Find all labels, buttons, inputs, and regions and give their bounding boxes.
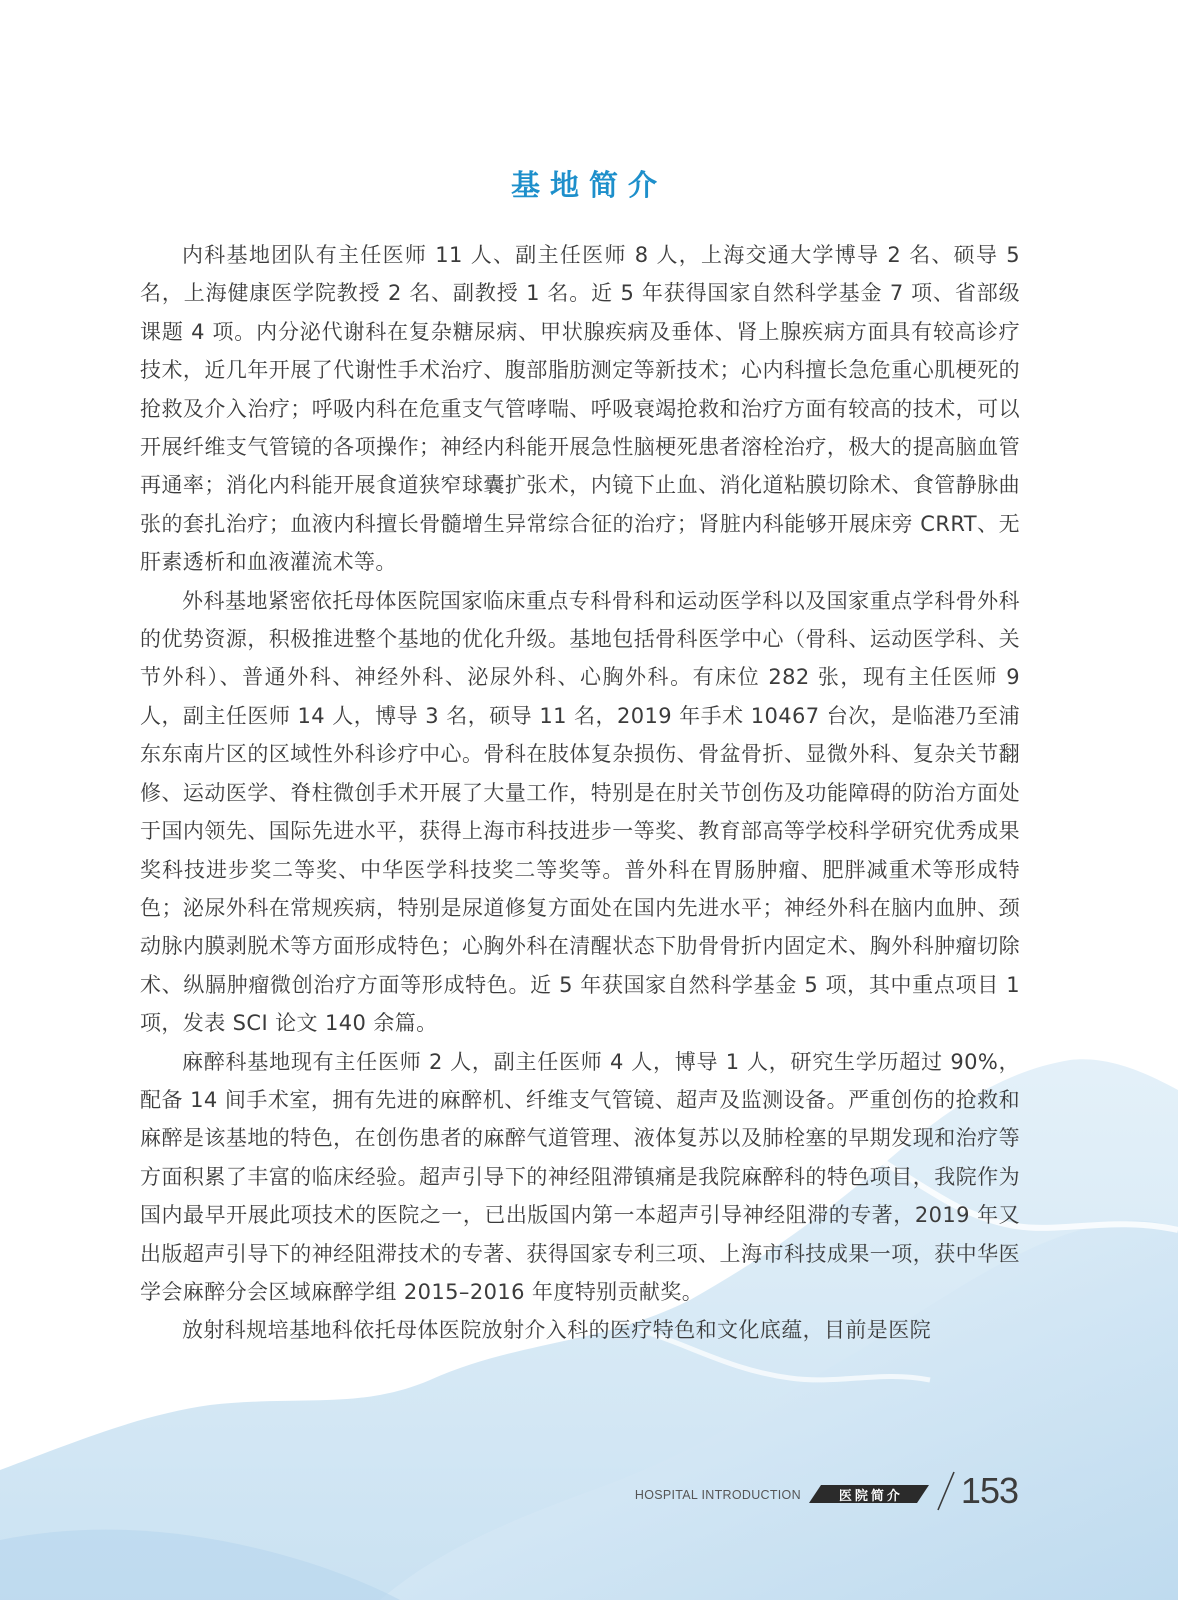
footer-section-en: HOSPITAL INTRODUCTION [634, 1488, 801, 1502]
paragraph-internal-medicine: 内科基地团队有主任医师 11 人、副主任医师 8 人，上海交通大学博导 2 名、硕导 5 名，上海健康医学院教授 2 名、副教授 1 名。近 5 年获得国家自然科学基金 7 项、省部级课题 4 项。内分泌代谢科在复杂糖尿病、甲状腺疾病及垂体、肾上腺疾病方面具有较高诊疗技术，近几年开展了代谢性手术治疗、腹部脂肪测定等新技术；心内科擅长急危重心肌梗死的抢救及介入治疗；呼吸内科在危重支气管哮喘、呼吸衰竭抢救和治疗方面有较高的技术，可以开展纤维支气管镜的各项操作；神经内科能开展急性脑梗死患者溶栓治疗，极大的提高脑血管再通率；消化内科能开展食道狭窄球囊扩张术，内镜下止血、消化道粘膜切除术、食管静脉曲张的套扎治疗；血液内科擅长骨髓增生异常综合征的治疗；肾脏内科能够开展床旁 CRRT、无肝素透析和血液灌流术等。 [140, 243, 1020, 575]
footer-section-tag [809, 1485, 929, 1503]
paragraph-radiology: 放射科规培基地科依托母体医院放射介入科的医疗特色和文化底蕴，目前是医院 [182, 1318, 931, 1343]
paragraph-surgery: 外科基地紧密依托母体医院国家临床重点专科骨科和运动医学科以及国家重点学科骨外科的优势资源，积极推进整个基地的优化升级。基地包括骨科医学中心（骨科、运动医学科、关节外科）、普通外科、神经外科、泌尿外科、心胸外科。有床位 282 张，现有主任医师 9 人，副主任医师 14 人，博导 3 名，硕导 11 名，2019 年手术 10467 台次，是临港乃至浦东东南片区的区域性外科诊疗中心。骨科在肢体复杂损伤、骨盆骨折、显微外科、复杂关节翻修、运动医学、脊柱微创手术开展了大量工作，特别是在肘关节创伤及功能障碍的防治方面处于国内领先、国际先进水平，获得上海市科技进步一等奖、教育部高等学校科学研究优秀成果奖科技进步奖二等奖、中华医学科技奖二等奖等。普外科在胃肠肿瘤、肥胖减重术等形成特色；泌尿外科在常规疾病，特别是尿道修复方面处在国内先进水平；神经外科在脑内血肿、颈动脉内膜剥脱术等方面形成特色；心胸外科在清醒状态下肋骨骨折内固定术、胸外科肿瘤切除术、纵膈肿瘤微创治疗方面等形成特色。近 5 年获国家自然科学基金 5 项，其中重点项目 1 项，发表 SCI 论文 140 余篇。 [140, 588, 1020, 1036]
slash-icon [935, 1471, 957, 1511]
body-text [140, 236, 1020, 1350]
paragraph-anesthesiology: 麻醉科基地现有主任医师 2 人，副主任医师 4 人，博导 1 人，研究生学历超过 90%，配备 14 间手术室，拥有先进的麻醉机、纤维支气管镜、超声及监测设备。严重创伤的抢救和麻醉是该基地的特色，在创伤患者的麻醉气道管理、液体复苏以及肺栓塞的早期发现和治疗等方面积累了丰富的临床经验。超声引导下的神经阻滞镇痛是我院麻醉科的特色项目，我院作为国内最早开展此项技术的医院之一，已出版国内第一本超声引导神经阻滞的专著，2019 年又出版超声引导下的神经阻滞技术的专著、获得国家专利三项、上海市科技成果一项，获中华医学会麻醉分会区域麻醉学组 2015–2016 年度特别贡献奖。 [140, 1049, 1020, 1304]
footer-section-cn: 医院简介 [838, 1488, 903, 1504]
page-title: 基地简介 [510, 168, 667, 202]
page-footer [635, 1455, 1018, 1515]
page-number: 153 [960, 1470, 1018, 1511]
